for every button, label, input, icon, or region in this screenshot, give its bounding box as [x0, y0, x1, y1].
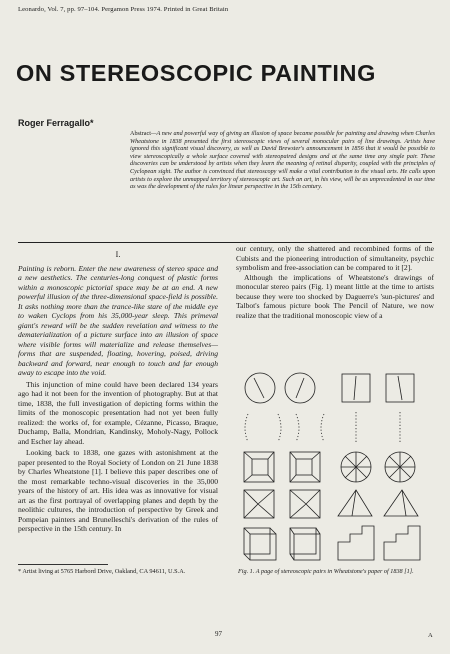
article-title: ON STEREOSCOPIC PAINTING	[16, 60, 376, 86]
abstract	[130, 130, 435, 191]
figure-row-4	[244, 490, 418, 518]
section-divider	[18, 242, 432, 243]
author-name: Roger Ferragallo*	[18, 118, 94, 128]
left-column	[18, 250, 218, 536]
figure-row-1	[245, 373, 414, 403]
abstract-label: Abstract	[130, 130, 151, 137]
figure-caption: Fig. 1. A page of stereoscopic pairs in Wheatstone's paper of 1838 [1].	[238, 568, 414, 575]
footnote-divider	[18, 564, 108, 565]
stereo-pairs-figure	[238, 366, 434, 566]
paragraph: our century, only the shattered and recombined forms of the Cubists and the pioneering introduction of simultaneity, psychic symbolism and free-association can be compared to it [2].	[236, 244, 434, 272]
journal-header: Leonardo, Vol. 7, pp. 97–104. Pergamon Press 1974. Printed in Great Britain	[18, 6, 229, 13]
figure-row-2	[245, 412, 400, 444]
corner-mark: A	[428, 632, 433, 639]
figure-row-5	[244, 526, 420, 560]
paragraph: This injunction of mine could have been declared 134 years ago had it not been for the invention of photography. But at that time, 1838, the full investigation of depicting forms within the limits of the monoscopic presentation had not yet been fully realized: the works of, for example, Cézanne, Picasso, Braque, Duchamp, Balla, Mondrian, Kandinsky, Moholy-Nagy, Pollock and Escher lay ahead.	[18, 379, 218, 446]
figure-row-3	[244, 452, 415, 482]
paragraph: Painting is reborn. Enter the new awareness of stereo space and a new aesthetics. The centuries-long conquest of plastic forms within a monoscopic pictorial space may be at an end. A new powerful illusion of the three-dimensional space-field is possible. It asks nothing more than the trance-like stare of the middle eye to waken Cyclops from his 35,000-year sleep. This primeval giant's reward will be the sudden revelation and witness to the dematerialization of a picture surface into an illusion of space where visible forms will materialize and release themselves—forms that are suspended, floating, hovering, poised, driving backward and forward, near enough to touch and far enough away to escape into the void.	[18, 263, 218, 377]
abstract-text: —A new and powerful way of giving an illusion of space became possible for painting and drawing when Charles Wheatstone in 1838 presented the first stereoscopic views of several monocular pairs of line drawings. Artists have ignored this significant visual discovery, as well as David Brewster's announcement in 1856 that it would be possible to view stereoscopically a whole surface covered with stereopaired designs and at the same time any single pair. These discoveries can be understood by artists when they learn the meaning of retinal disparity, coupled with the principles of Cyclopean sight. The author is convinced that stereoscopy will make a vital contribution to the visual arts. He calls upon artists to explore the unmapped territory of stereoscopic art. Such an art, in his view, will be as unprecedented in our time as was the development of the rules for linear perspective in the 15th century.	[130, 130, 435, 191]
page-number: 97	[215, 630, 222, 638]
paragraph: Looking back to 1838, one gazes with astonishment at the paper presented to the Royal Society of London on 21 June 1838 by Charles Wheatstone [1]. I believe this paper describes one of the most remarkable techno-visual discoveries in the 35,000 years of the history of art. His idea was as innovative for visual art as the first portrayal of overlapping planes and depth by the neolithic cultures, the introduction of perspective by Greek and Pompeian painters and Brunelleschi's derivation of the rules of perspective in the 15th century. In	[18, 448, 218, 533]
paragraph: Although the implications of Wheatstone's drawings of monocular stereo pairs (Fig. 1) meant little at the time to artists because they were too shocked by Daguerre's 'sun-pictures' and Talbot's famous picture book The Pencil of Nature, we now realize that the traditional monoscopic view of a	[236, 272, 434, 320]
section-numeral: I.	[115, 250, 121, 259]
footnote: * Artist living at 5765 Harbord Drive, Oakland, CA 94611, U.S.A.	[18, 568, 186, 575]
right-column	[236, 244, 434, 320]
